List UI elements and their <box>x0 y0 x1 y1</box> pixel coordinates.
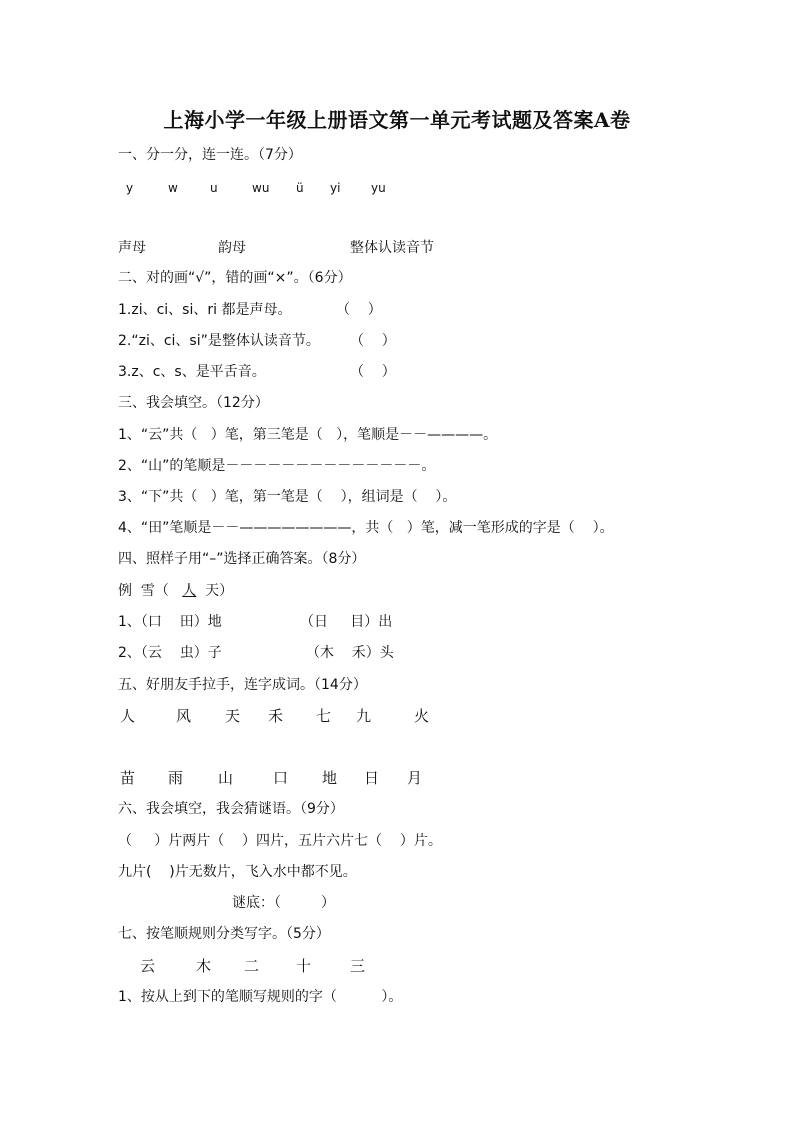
s2-answer-paren-1[interactable]: （ ） <box>336 302 382 318</box>
page-title: 上海小学一年级上册语文第一单元考试题及答案A卷 <box>163 108 631 132</box>
s3-question-2: 2、“山”的笔顺是－－－－－－－－－－－－－－。 <box>118 458 436 474</box>
s6-line-2: 九片( )片无数片，飞入水中都不见。 <box>118 864 357 880</box>
letter-yu: yu <box>371 181 386 195</box>
s3-question-4: 4、“田”笔顺是－－————————，共（ ）笔，减一笔形成的字是（ ）。 <box>118 520 614 536</box>
s4-question-2a: 2、（云 虫）子 <box>118 645 222 661</box>
s6-riddle-answer: 谜底：（ ） <box>232 895 336 911</box>
s7-char: 云 <box>140 957 156 975</box>
bottom-char: 日 <box>364 769 380 787</box>
top-char: 禾 <box>268 707 284 725</box>
letter-u: u <box>210 181 218 195</box>
top-char: 风 <box>176 707 192 725</box>
s7-question-1: 1、按从上到下的笔顺写规则的字（ ）。 <box>118 989 403 1005</box>
letter-w: w <box>168 181 178 195</box>
s7-char: 二 <box>244 957 260 975</box>
category-yunmu: 韵母 <box>218 240 246 256</box>
example-suffix: 天） <box>196 583 234 599</box>
s2-question-1: 1.zi、ci、si、ri 都是声母。 <box>118 302 292 318</box>
s4-question-1a: 1、（口 田）地 <box>118 614 222 630</box>
category-shengmu: 声母 <box>118 240 146 256</box>
s2-answer-paren-2[interactable]: （ ） <box>350 333 396 349</box>
s4-question-2b: （木 禾）头 <box>306 645 394 661</box>
bottom-char: 山 <box>218 769 234 787</box>
s3-question-3: 3、“下”共（ ）笔，第一笔是（ ），组词是（ ）。 <box>118 489 457 505</box>
s2-question-3: 3.z、c、s、是平舌音。 <box>118 364 266 380</box>
section-3-heading: 三、我会填空。（12分） <box>118 395 269 411</box>
bottom-char: 雨 <box>168 769 184 787</box>
s2-answer-paren-3[interactable]: （ ） <box>350 364 396 380</box>
s4-example <box>118 581 233 601</box>
s3-question-1: 1、“云”共（ ）笔，第三笔是（ ），笔顺是－－————。 <box>118 427 498 443</box>
top-char: 九 <box>356 707 372 725</box>
s7-char: 三 <box>350 957 366 975</box>
category-zhengti: 整体认读音节 <box>350 240 434 256</box>
section-2-heading: 二、对的画“√”，错的画“×”。（6分） <box>118 270 352 286</box>
top-char: 人 <box>120 707 136 725</box>
top-char: 天 <box>225 707 241 725</box>
section-7-heading: 七、按笔顺规则分类写字。（5分） <box>118 926 330 942</box>
section-5-heading: 五、好朋友手拉手，连字成词。（14分） <box>118 677 367 693</box>
section-4-heading: 四、照样子用“–”选择正确答案。（8分） <box>118 551 366 567</box>
s6-line-1: （ ）片两片（ ）四片，五片六片七（ ）片。 <box>118 833 442 849</box>
example-answer: 人 <box>182 583 197 599</box>
bottom-char: 月 <box>407 769 423 787</box>
letter-wu: wu <box>252 181 270 195</box>
section-1-heading: 一、分一分，连一连。（7分） <box>118 147 302 163</box>
s4-question-1b: （日 目）出 <box>300 614 393 630</box>
section-6-heading: 六、我会填空，我会猜谜语。（9分） <box>118 801 344 817</box>
s7-char: 十 <box>296 957 312 975</box>
s2-question-2: 2.“zi、ci、si”是整体认读音节。 <box>118 333 320 349</box>
bottom-char: 地 <box>322 769 338 787</box>
letter-yi: yi <box>330 181 341 195</box>
letter-y: y <box>126 181 134 195</box>
top-char: 火 <box>414 707 430 725</box>
letter-v: ü <box>296 181 304 195</box>
s7-char: 木 <box>196 957 212 975</box>
example-prefix: 例 雪（ <box>118 583 183 599</box>
top-char: 七 <box>316 707 332 725</box>
bottom-char: 口 <box>273 769 289 787</box>
bottom-char: 苗 <box>120 769 136 787</box>
